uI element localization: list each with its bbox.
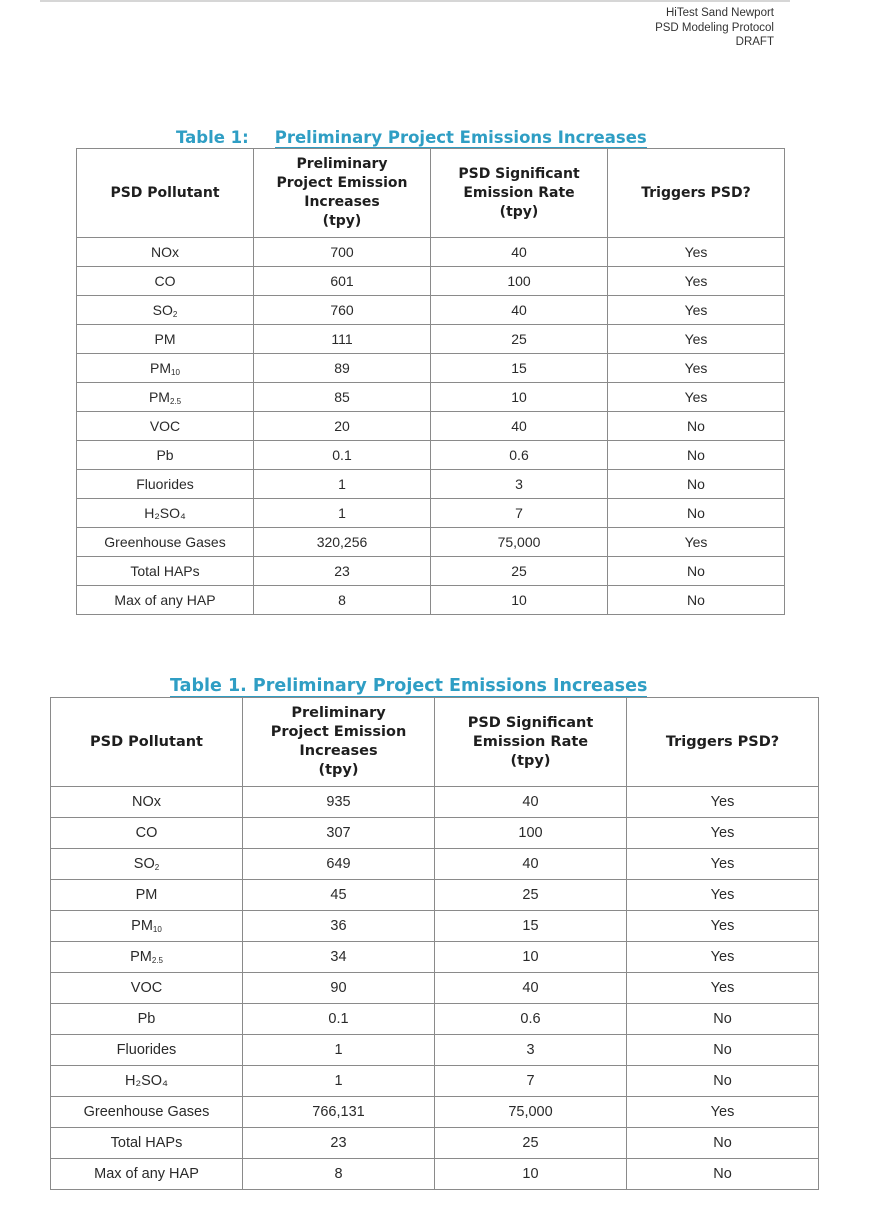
table-row	[77, 296, 785, 325]
cell-pollutant	[77, 412, 254, 441]
table-row	[77, 528, 785, 557]
pollutant-name: NOx	[132, 794, 161, 810]
cell-pollutant	[77, 557, 254, 586]
pollutant-name: Fluorides	[136, 476, 194, 492]
pollutant-name: PM	[154, 331, 176, 347]
column-header-line: Triggers PSD?	[665, 733, 780, 750]
cell-significant-rate: 0.6	[431, 441, 608, 470]
pollutant-name: VOC	[130, 980, 163, 996]
table-row	[77, 383, 785, 412]
cell-triggers-psd: No	[627, 1159, 819, 1190]
pollutant-name: SO	[152, 301, 173, 318]
table-a-caption	[176, 128, 647, 147]
column-header-line: Project Emission	[270, 724, 407, 740]
table-row	[77, 412, 785, 441]
pollutant-subscript: 2	[172, 309, 178, 319]
column-header-line: (tpy)	[510, 752, 551, 769]
table-row	[77, 470, 785, 499]
cell-triggers-psd: Yes	[627, 818, 819, 849]
table-b-caption	[170, 676, 647, 696]
table-row	[51, 911, 819, 942]
table-a-caption-number: Table 1:	[176, 128, 249, 147]
cell-emission-increase: 320,256	[254, 528, 431, 557]
pollutant-name: NOx	[151, 244, 179, 260]
pollutant-subscript: 2.5	[169, 396, 182, 406]
cell-significant-rate: 10	[431, 586, 608, 615]
pollutant-name: PM	[148, 388, 170, 405]
cell-emission-increase: 36	[243, 911, 435, 942]
pollutant-name: Max of any HAP	[94, 1166, 199, 1182]
emissions-table-b	[50, 697, 819, 1190]
pollutant-name: H₂SO₄	[125, 1073, 168, 1089]
table-a-caption-title: Preliminary Project Emissions Increases	[274, 128, 647, 147]
cell-triggers-psd: Yes	[627, 787, 819, 818]
cell-significant-rate: 25	[431, 325, 608, 354]
pollutant-name: H₂SO₄	[144, 505, 186, 521]
cell-pollutant	[77, 296, 254, 325]
header-line-project: HiTest Sand Newport	[665, 7, 774, 19]
cell-pollutant	[51, 880, 243, 911]
cell-triggers-psd: No	[627, 1035, 819, 1066]
table-row	[51, 880, 819, 911]
pollutant-name: Fluorides	[116, 1042, 177, 1058]
cell-emission-increase: 649	[243, 849, 435, 880]
cell-emission-increase: 1	[243, 1035, 435, 1066]
column-header-significant-rate	[431, 149, 608, 238]
cell-emission-increase: 766,131	[243, 1097, 435, 1128]
column-header-pollutant	[51, 698, 243, 787]
cell-triggers-psd: No	[608, 557, 785, 586]
cell-emission-increase: 0.1	[243, 1004, 435, 1035]
pollutant-name: PM	[150, 359, 172, 376]
pollutant-name: CO	[154, 273, 176, 289]
cell-emission-increase: 8	[254, 586, 431, 615]
cell-pollutant	[51, 1066, 243, 1097]
cell-pollutant	[51, 1128, 243, 1159]
table-row	[77, 238, 785, 267]
pollutant-name: Greenhouse Gases	[104, 534, 226, 550]
cell-significant-rate: 3	[431, 470, 608, 499]
cell-triggers-psd: No	[608, 441, 785, 470]
cell-emission-increase: 700	[254, 238, 431, 267]
cell-emission-increase: 90	[243, 973, 435, 1004]
column-header-line: Preliminary	[291, 705, 386, 721]
cell-significant-rate: 25	[431, 557, 608, 586]
cell-significant-rate: 75,000	[431, 528, 608, 557]
column-header-line: Triggers PSD?	[641, 184, 751, 201]
cell-triggers-psd: Yes	[608, 325, 785, 354]
cell-emission-increase: 760	[254, 296, 431, 325]
cell-triggers-psd: Yes	[608, 296, 785, 325]
cell-triggers-psd: No	[608, 412, 785, 441]
cell-triggers-psd: Yes	[608, 528, 785, 557]
table-row	[77, 441, 785, 470]
cell-triggers-psd: No	[627, 1128, 819, 1159]
column-header-line: Emission Rate	[463, 184, 575, 201]
column-header-line: PSD Pollutant	[90, 733, 203, 750]
cell-pollutant	[77, 238, 254, 267]
pollutant-name: PM	[135, 887, 158, 903]
cell-significant-rate: 40	[435, 849, 627, 880]
table-row	[77, 354, 785, 383]
cell-emission-increase: 935	[243, 787, 435, 818]
cell-triggers-psd: Yes	[608, 238, 785, 267]
cell-triggers-psd: No	[627, 1004, 819, 1035]
page-top-rule	[40, 0, 790, 2]
table-row	[77, 499, 785, 528]
cell-pollutant	[77, 267, 254, 296]
table-row	[77, 267, 785, 296]
table-a-header-row	[77, 149, 785, 238]
cell-pollutant	[77, 354, 254, 383]
pollutant-subscript: 10	[171, 367, 180, 377]
pollutant-name: PM	[130, 949, 152, 965]
cell-pollutant	[77, 383, 254, 412]
table-row	[51, 942, 819, 973]
column-header-line: Project Emission	[276, 175, 408, 191]
column-header-line: Preliminary	[296, 156, 388, 172]
cell-emission-increase: 20	[254, 412, 431, 441]
cell-pollutant	[51, 1035, 243, 1066]
cell-emission-increase: 85	[254, 383, 431, 412]
cell-pollutant	[51, 818, 243, 849]
cell-triggers-psd: Yes	[627, 880, 819, 911]
cell-significant-rate: 15	[431, 354, 608, 383]
column-header-emission-increase	[254, 149, 431, 238]
table-row	[51, 849, 819, 880]
cell-emission-increase: 89	[254, 354, 431, 383]
pollutant-name: Max of any HAP	[114, 592, 216, 608]
cell-triggers-psd: Yes	[608, 267, 785, 296]
cell-pollutant	[51, 849, 243, 880]
cell-significant-rate: 25	[435, 880, 627, 911]
cell-emission-increase: 111	[254, 325, 431, 354]
table-b-header-row	[51, 698, 819, 787]
cell-significant-rate: 0.6	[435, 1004, 627, 1035]
table-row	[51, 1035, 819, 1066]
pollutant-name: CO	[135, 825, 158, 841]
cell-significant-rate: 25	[435, 1128, 627, 1159]
column-header-line: (tpy)	[322, 213, 362, 229]
pollutant-subscript: 2.5	[151, 956, 163, 965]
column-header-line: PSD Significant	[458, 165, 580, 182]
cell-triggers-psd: Yes	[627, 942, 819, 973]
cell-pollutant	[77, 325, 254, 354]
cell-significant-rate: 100	[435, 818, 627, 849]
cell-emission-increase: 23	[243, 1128, 435, 1159]
cell-significant-rate: 40	[435, 787, 627, 818]
cell-significant-rate: 100	[431, 267, 608, 296]
cell-significant-rate: 40	[431, 238, 608, 267]
pollutant-name: Greenhouse Gases	[83, 1104, 210, 1120]
table-row	[51, 1097, 819, 1128]
cell-pollutant	[51, 787, 243, 818]
column-header-line: PSD Significant	[467, 714, 594, 731]
cell-emission-increase: 0.1	[254, 441, 431, 470]
column-header-significant-rate	[435, 698, 627, 787]
column-header-pollutant	[77, 149, 254, 238]
cell-triggers-psd: No	[608, 499, 785, 528]
cell-pollutant	[51, 1159, 243, 1190]
cell-emission-increase: 1	[243, 1066, 435, 1097]
table-b-body	[51, 787, 819, 1190]
cell-triggers-psd: No	[608, 470, 785, 499]
table-row	[51, 787, 819, 818]
cell-significant-rate: 10	[435, 942, 627, 973]
cell-pollutant	[51, 911, 243, 942]
table-row	[77, 557, 785, 586]
pollutant-name: PM	[131, 918, 153, 934]
cell-pollutant	[77, 586, 254, 615]
cell-pollutant	[51, 973, 243, 1004]
cell-triggers-psd: Yes	[608, 354, 785, 383]
cell-significant-rate: 40	[435, 973, 627, 1004]
cell-triggers-psd: Yes	[627, 849, 819, 880]
cell-significant-rate: 10	[431, 383, 608, 412]
table-row	[77, 586, 785, 615]
column-header-line: Emission Rate	[472, 733, 589, 750]
column-header-line: Increases	[304, 194, 380, 210]
cell-triggers-psd: Yes	[627, 973, 819, 1004]
table-row	[51, 973, 819, 1004]
cell-significant-rate: 40	[431, 412, 608, 441]
cell-pollutant	[51, 1004, 243, 1035]
pollutant-name: Total HAPs	[130, 563, 200, 579]
cell-pollutant	[51, 942, 243, 973]
column-header-emission-increase	[243, 698, 435, 787]
cell-emission-increase: 1	[254, 499, 431, 528]
cell-significant-rate: 7	[431, 499, 608, 528]
table-row	[51, 1128, 819, 1159]
header-line-protocol: PSD Modeling Protocol	[655, 21, 774, 34]
cell-significant-rate: 40	[431, 296, 608, 325]
cell-emission-increase: 23	[254, 557, 431, 586]
pollutant-subscript: 10	[152, 925, 162, 934]
emissions-table-a	[76, 148, 785, 615]
pollutant-name: SO	[133, 856, 155, 872]
cell-pollutant	[77, 470, 254, 499]
cell-emission-increase: 34	[243, 942, 435, 973]
column-header-triggers-psd	[608, 149, 785, 238]
column-header-line: Increases	[299, 743, 378, 759]
cell-triggers-psd: Yes	[608, 383, 785, 412]
table-row	[51, 818, 819, 849]
cell-pollutant	[77, 528, 254, 557]
cell-significant-rate: 7	[435, 1066, 627, 1097]
cell-triggers-psd: Yes	[627, 1097, 819, 1128]
cell-pollutant	[77, 441, 254, 470]
column-header-triggers-psd	[627, 698, 819, 787]
cell-significant-rate: 10	[435, 1159, 627, 1190]
cell-emission-increase: 45	[243, 880, 435, 911]
cell-significant-rate: 15	[435, 911, 627, 942]
cell-emission-increase: 8	[243, 1159, 435, 1190]
pollutant-name: Pb	[137, 1011, 156, 1027]
pollutant-subscript: 2	[154, 863, 160, 872]
document-header	[655, 6, 774, 50]
cell-emission-increase: 307	[243, 818, 435, 849]
table-b-caption-text: Table 1. Preliminary Project Emissions Increases	[170, 676, 648, 696]
cell-emission-increase: 601	[254, 267, 431, 296]
cell-significant-rate: 75,000	[435, 1097, 627, 1128]
pollutant-name: Total HAPs	[110, 1135, 183, 1151]
table-row	[77, 325, 785, 354]
cell-pollutant	[77, 499, 254, 528]
cell-triggers-psd: Yes	[627, 911, 819, 942]
table-row	[51, 1066, 819, 1097]
column-header-line: (tpy)	[499, 203, 539, 220]
table-row	[51, 1159, 819, 1190]
header-line-status: DRAFT	[735, 36, 774, 48]
cell-emission-increase: 1	[254, 470, 431, 499]
cell-triggers-psd: No	[627, 1066, 819, 1097]
table-row	[51, 1004, 819, 1035]
cell-pollutant	[51, 1097, 243, 1128]
pollutant-name: VOC	[149, 418, 181, 434]
table-a-body	[77, 238, 785, 615]
cell-triggers-psd: No	[608, 586, 785, 615]
column-header-line: (tpy)	[318, 762, 359, 778]
cell-significant-rate: 3	[435, 1035, 627, 1066]
pollutant-name: Pb	[156, 447, 174, 463]
column-header-line: PSD Pollutant	[110, 184, 220, 201]
